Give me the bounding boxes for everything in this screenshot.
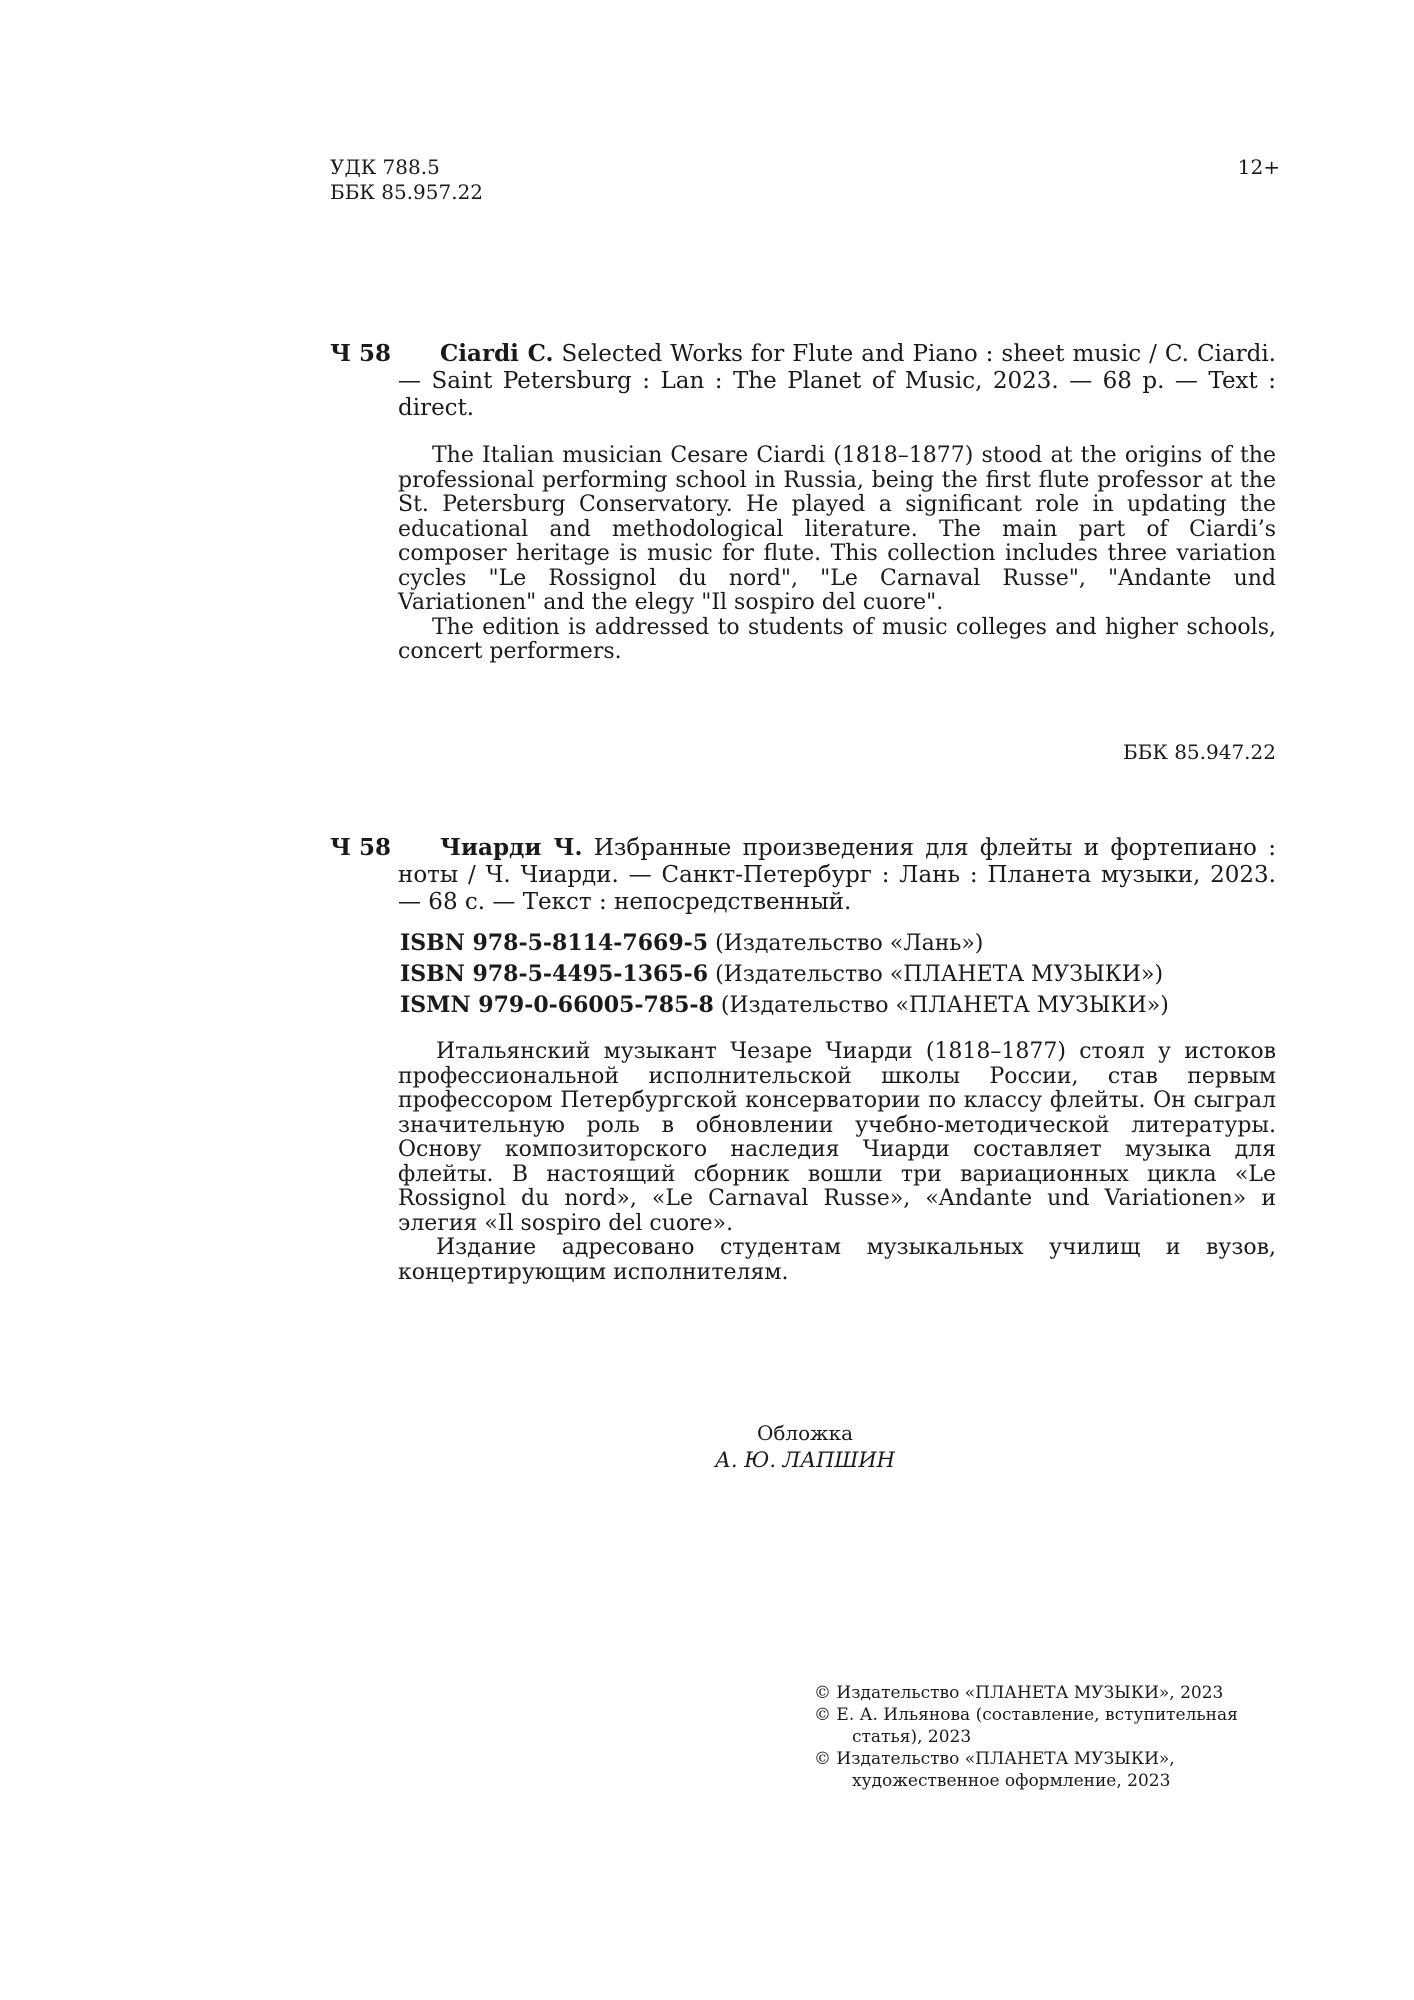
copyright-line: © Издательство «ПЛАНЕТА МУЗЫКИ», художественное оформление, 2023	[814, 1749, 1175, 1791]
copyright-line: © Е. А. Ильянова (составление, вступительная статья), 2023	[814, 1705, 1238, 1747]
isbn-line	[400, 928, 1169, 959]
copyright-line: © Издательство «ПЛАНЕТА МУЗЫКИ», 2023	[814, 1683, 1224, 1703]
russian-entry-description: Избранные произведения для флейты и фортепиано : ноты / Ч. Чиарди. — Санкт-Петербург : Лань : Планета музыки, 2023. — 68 с. — Текст : непосредственный.	[398, 835, 1276, 915]
copyright-block	[814, 1682, 1276, 1792]
age-rating: 12+	[1237, 155, 1280, 179]
english-entry-label: Ч 58	[330, 340, 392, 367]
russian-entry-author: Чиарди Ч.	[440, 834, 583, 861]
russian-abstract	[398, 1040, 1276, 1285]
isbn-publisher: (Издательство «ПЛАНЕТА МУЗЫКИ»)	[715, 962, 1164, 987]
ismn-publisher: (Издательство «ПЛАНЕТА МУЗЫКИ»)	[720, 993, 1169, 1018]
isbn-code: ISBN 978-5-8114-7669-5	[400, 930, 709, 956]
identifier-list	[400, 928, 1169, 1021]
ismn-code: ISMN 979-0-66005-785-8	[400, 992, 714, 1018]
cover-credit-label: Обложка	[756, 1421, 853, 1445]
ismn-line	[400, 990, 1169, 1021]
udk-code: УДК 788.5	[330, 155, 440, 179]
bbk-code-right: ББК 85.947.22	[1122, 740, 1276, 764]
english-abstract	[398, 444, 1276, 665]
english-entry-heading	[398, 340, 1276, 422]
russian-abstract-paragraph: Итальянский музыкант Чезаре Чиарди (1818–1877) стоял у истоков профессиональной исполнительской школы России, став первым профессором Петербургской консерватории по классу флейты. Он сыграл значительную роль в обновлении учебно-методической литературы. Основу композиторского наследия Чиарди составляет музыка для флейты. В настоящий сборник вошли три вариационных цикла «Le Rossignol du nord», «Le Carnaval Russe», «Andante und Variationen» и элегия «Il sospiro del cuore».	[398, 1039, 1276, 1236]
english-entry-description: Selected Works for Flute and Piano : sheet music / C. Ciardi. — Saint Petersburg : Lan : The Planet of Music, 2023. — 68 p. — Text : direct.	[398, 341, 1276, 421]
cover-credit-name: А. Ю. ЛАПШИН	[715, 1448, 895, 1472]
russian-entry-label: Ч 58	[330, 834, 392, 861]
isbn-line	[400, 959, 1169, 990]
russian-entry-heading	[398, 834, 1276, 916]
isbn-code: ISBN 978-5-4495-1365-6	[400, 961, 709, 987]
english-abstract-paragraph: The edition is addressed to students of music colleges and higher schools, concert performers.	[398, 614, 1276, 664]
russian-abstract-paragraph: Издание адресовано студентам музыкальных училищ и вузов, концертирующим исполнителям.	[398, 1235, 1276, 1285]
cover-credit	[630, 1420, 980, 1474]
classification-block	[330, 155, 483, 205]
isbn-publisher: (Издательство «Лань»)	[715, 931, 984, 956]
bbk-code: ББК 85.957.22	[330, 180, 484, 204]
english-abstract-paragraph: The Italian musician Cesare Ciardi (1818–1877) stood at the origins of the professional performing school in Russia, being the first flute professor at the St. Petersburg Conservatory. He played a significant role in updating the educational and methodological literature. The main part of Ciardi’s composer heritage is music for flute. This collection includes three variation cycles "Le Rossignol du nord", "Le Carnaval Russe", "Andante und Variationen" and the elegy "Il sospiro del cuore".	[398, 443, 1276, 615]
english-entry-author: Ciardi C.	[440, 340, 554, 367]
